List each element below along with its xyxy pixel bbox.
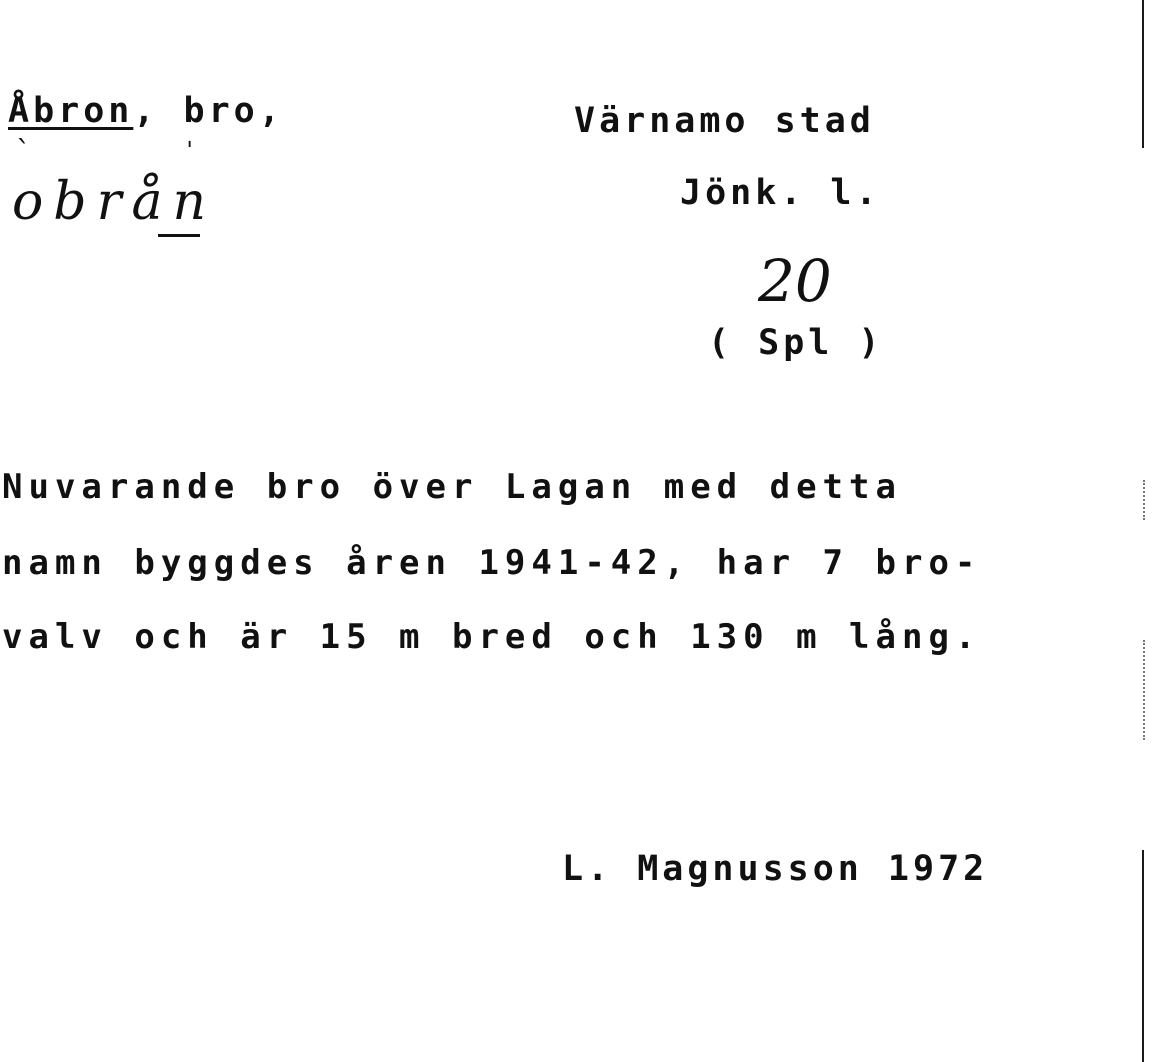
card-edge-line (1142, 850, 1144, 1062)
grave-accent-mark: ` (16, 135, 31, 170)
source-code: ( Spl ) (708, 323, 884, 363)
entry-heading (8, 91, 284, 131)
acute-accent-mark: ˈ (186, 138, 194, 168)
card-edge-dots (1143, 480, 1145, 520)
pronunciation-underline (158, 234, 200, 237)
card-edge-dots (1143, 640, 1145, 740)
headword: Åbron (8, 91, 134, 131)
entry-type: , bro, (133, 91, 284, 131)
county-abbreviation: Jönk. l. (680, 173, 881, 213)
place-location: Värnamo stad (574, 101, 875, 141)
body-text-line: Nuvarande bro över Lagan med detta (2, 467, 902, 507)
card-edge-line (1142, 0, 1144, 148)
handwritten-number: 20 (758, 247, 832, 315)
signature: L. Magnusson 1972 (562, 849, 989, 889)
body-text-line: namn byggdes åren 1941-42, har 7 bro- (2, 543, 982, 583)
body-text-line: valv och är 15 m bred och 130 m lång. (2, 617, 982, 657)
handwritten-pronunciation: obrån (12, 172, 216, 232)
